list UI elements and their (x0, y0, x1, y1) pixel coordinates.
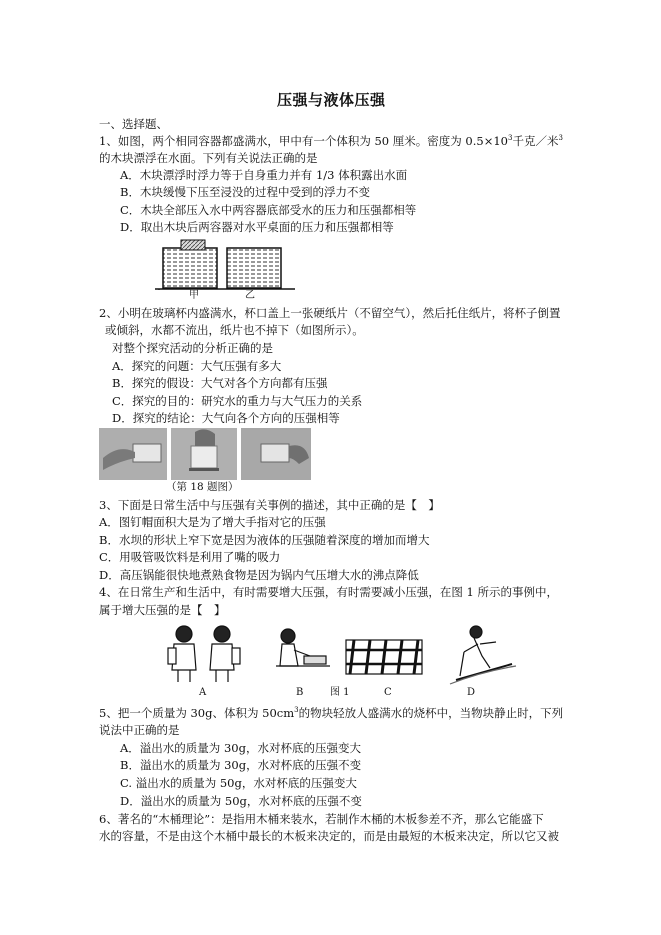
q1-stem-line2: 的木块漂浮在水面。下列有关说法正确的是 (99, 151, 318, 165)
q1-stem-line1: 1、如图，两个相同容器都盛满水，甲中有一个体积为 50 厘米。密度为 $0.5\times 10^3$千克／米$^3$ (99, 134, 563, 148)
q5-option-c: C. 溢出水的质量为 50g，水对杯底的压强变大 (120, 776, 357, 790)
q1-option-d: D．取出木块后两容器对水平桌面的压力和压强都相等 (120, 220, 394, 234)
q4-label-c: C (384, 687, 392, 698)
figure-a-students (168, 626, 240, 682)
q5-option-d: D．溢出水的质量为 50g，水对杯底的压强不变 (120, 794, 362, 808)
q3-option-d: D．高压锅能很快地煮熟食物是因为锅内气压增大水的沸点降低 (99, 568, 419, 582)
q4-label-d: D (467, 687, 476, 698)
q1-fig-label-yi: 乙 (245, 290, 255, 301)
q4-label-a: A (199, 687, 207, 698)
q1-option-a: A．木块漂浮时浮力等于自身重力并有 1/3 体积露出水面 (120, 168, 408, 182)
figure-b-cutting (276, 629, 330, 666)
q5-stem-line1: 5、把一个质量为 30g、体积为 $50cm^3$的物块轻放人盛满水的烧杯中，当物块静止时，下列 (99, 706, 564, 720)
q6-stem-line2: 水的容量，不是由这个木桶中最长的木板来决定的，而是由最短的木板来决定，所以它又被 (99, 829, 559, 843)
q6-stem-line1: 6、著名的“木桶理论”：是指用木桶来装水，若制作木桶的木板参差不齐，那么它能盛下 (99, 812, 544, 826)
q2-stem-line1: 2、小明在玻璃杯内盛满水，杯口盖上一张硬纸片（不留空气），然后托住纸片，将杯子倒置 (99, 306, 561, 320)
q2-option-b: B．探究的假设：大气对各个方向都有压强 (112, 376, 328, 390)
figure-d-skier (450, 626, 516, 684)
q3-option-a: A．图钉帽面积大是为了增大手指对它的压强 (99, 515, 326, 529)
q2-option-d: D．探究的结论：大气向各个方向的压强相等 (112, 411, 340, 425)
q2-stem-line3: 对整个探究活动的分析正确的是 (112, 341, 273, 355)
q3-stem: 3、下面是日常生活中与压强有关事例的描述，其中正确的是【 】 (99, 498, 440, 512)
q2-option-a: A．探究的问题：大气压强有多大 (112, 359, 282, 373)
q2-photo-strip (99, 428, 311, 480)
q4-figure-caption: 图 1 (330, 687, 350, 698)
wood-block (181, 240, 205, 250)
q1-option-c: C．木块全部压入水中两容器底部受水的压力和压强都相等 (120, 203, 417, 217)
q3-option-c: C．用吸管吸饮料是利用了嘴的吸力 (99, 550, 281, 564)
q1-fig-label-jia: 甲 (189, 290, 199, 301)
q4-label-b: B (296, 687, 304, 698)
q2-stem-line2: 或倾斜，水都不流出，纸片也不掉下（如图所示）。 (105, 323, 364, 337)
q3-option-b: B．水坝的形状上窄下宽是因为液体的压强随着深度的增加而增大 (99, 533, 430, 547)
q4-stem-line2: 属于增大压强的是【 】 (99, 603, 226, 617)
section-heading: 一、选择题、 (99, 117, 168, 131)
q2-option-c: C．探究的目的：研究水的重力与大气压力的关系 (112, 394, 363, 408)
q5-option-a: A．溢出水的质量为 30g，水对杯底的压强变大 (120, 741, 361, 755)
q4-figure-1 (160, 622, 520, 686)
q1-containers-figure (155, 236, 295, 302)
page-title: 压强与液体压强 (277, 91, 386, 109)
q1-option-b: B．木块缓慢下压至浸没的过程中受到的浮力不变 (120, 185, 370, 199)
q2-figure-caption: （第 18 题图） (166, 481, 239, 493)
q4-stem-line1: 4、在日常生产和生活中，有时需要增大压强，有时需要减小压强，在图 1 所示的事例中， (99, 585, 558, 599)
figure-c-railway (346, 640, 422, 674)
q5-stem-line2: 说法中正确的是 (99, 723, 180, 737)
q5-option-b: B．溢出水的质量为 30g，水对杯底的压强不变 (120, 758, 362, 772)
